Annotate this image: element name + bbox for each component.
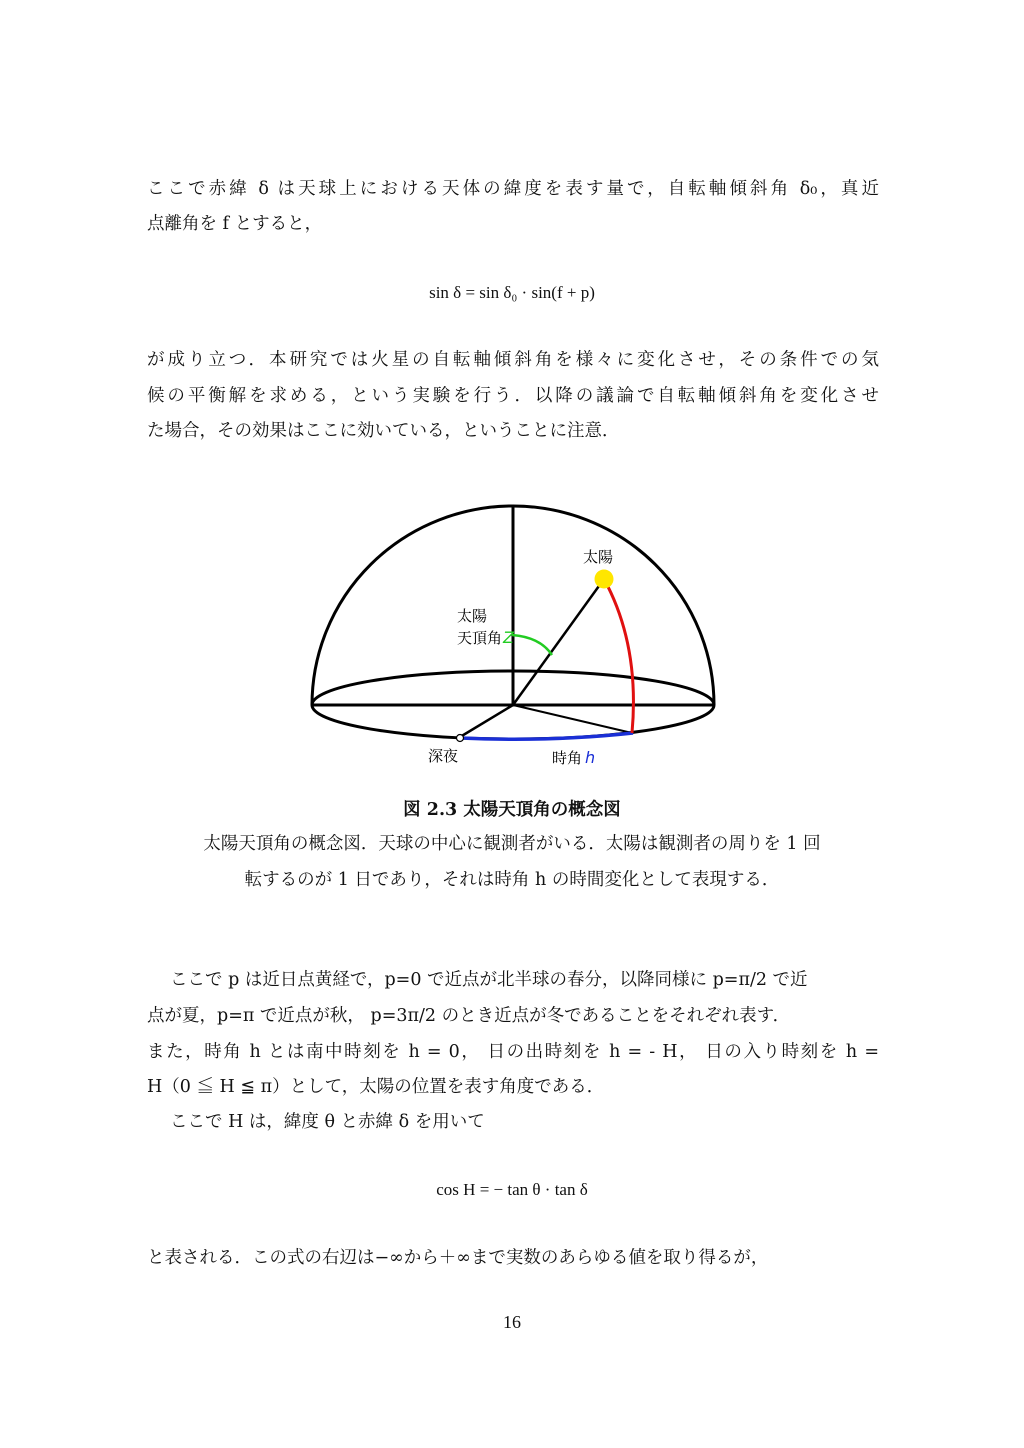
paragraph3-line5: ここで H は，緯度 θ と赤緯 δ を用いて [170,1112,485,1132]
sun-icon [595,570,614,589]
page-number: 16 [503,1312,521,1332]
label-hour-symbol: h [585,748,596,767]
paragraph3-line2: 点が夏，p=π で近点が秋， p=3π/2 のとき近点が冬であることをそれぞれ表す． [147,1006,791,1026]
figure-caption-line2: 転するのが 1 日であり，それは時角 h の時間変化として表現する． [244,870,780,890]
paragraph3-line1: ここで p は近日点黄経で，p=0 で近点が北半球の春分，以降同様に p=π/2 で近 [170,970,808,990]
paragraph2-line1: が成り立つ．本研究では火星の自転軸傾斜角を様々に変化させ，その条件での気 [147,350,879,370]
hour-endpoint-line [513,705,632,733]
paragraph1-line1: ここで赤緯 δ は天球上における天体の緯度を表す量で，自転軸傾斜角 δ₀，真近 [147,179,879,199]
label-zenith-symbol: Z [503,628,514,647]
midnight-marker [457,735,464,742]
equation-sin-delta: sin δ = sin δ₀ · sin(f + p) [429,283,595,302]
sun-meridian-arc [604,579,633,733]
paragraph2-line3: た場合，その効果はここに効いている，ということに注意． [147,421,620,441]
label-hour-angle: 時角 [552,749,583,767]
paragraph2-line2: 候の平衡解を求める，という実験を行う．以降の議論で自転軸傾斜角を変化させ [147,386,879,406]
label-zenith-1: 太陽 [457,607,488,625]
paragraph3-line3: また，時角 h とは南中時刻を h = 0， 日の出時刻を h = - H， 日の入り時刻を h = [147,1042,879,1062]
zenith-angle-arc [512,635,552,655]
paragraph4-line1: と表される．この式の右辺は−∞から＋∞まで実数のあらゆる値を取り得るが， [147,1248,769,1268]
paragraph3-line4: H（0 ≦ H ≦ π）として，太陽の位置を表す角度である． [147,1077,605,1097]
label-sun: 太陽 [583,548,614,566]
equation-cos-h: cos H = − tan θ · tan δ [436,1180,588,1199]
hour-angle-arc [460,733,633,739]
label-midnight: 深夜 [428,747,459,765]
figure-caption-line1: 太陽天頂角の概念図．天球の中心に観測者がいる．太陽は観測者の周りを 1 回 [203,834,821,854]
paragraph1-line2: 点離角を f とすると， [147,214,323,234]
figure-caption-title: 図 2.3 太陽天頂角の概念図 [403,800,621,820]
midnight-line [460,705,513,737]
sun-line [513,579,604,705]
celestial-sphere-diagram [300,495,730,775]
label-zenith-2: 天頂角 [457,629,503,647]
